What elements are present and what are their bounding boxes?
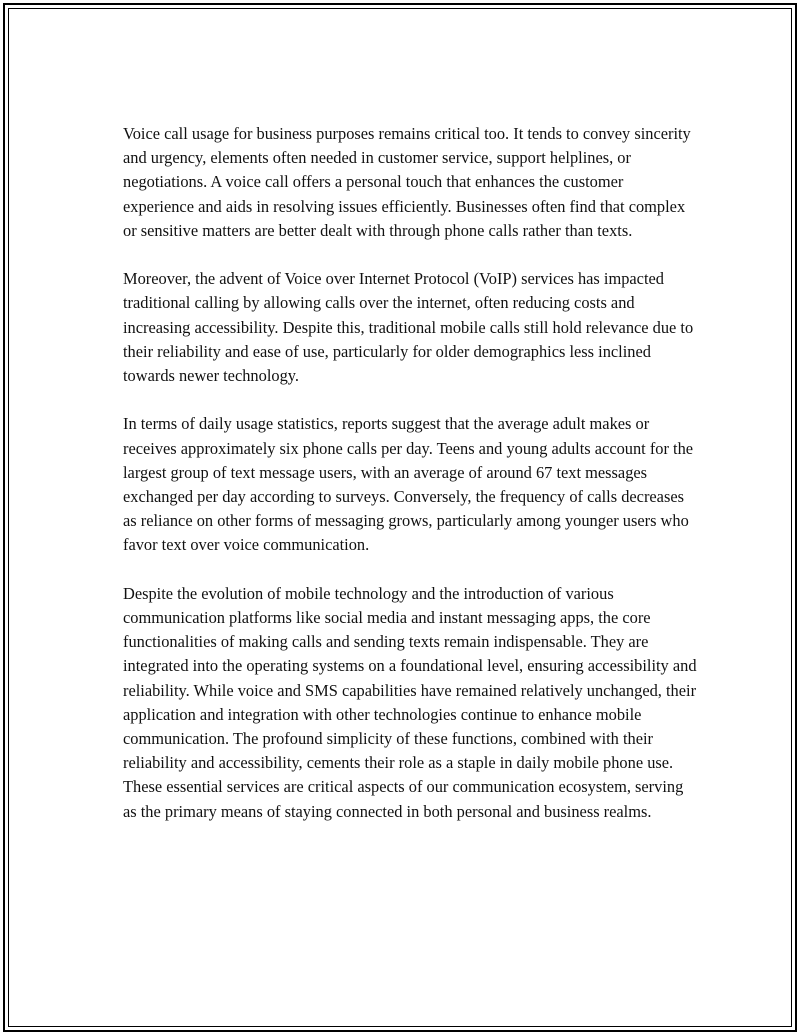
paragraph-business-voice-calls: Voice call usage for business purposes remains critical too. It tends to convey sincerity and urgency, elements often needed in customer service, support helplines, or negotiations. A voice call offers a personal touch that enhances the customer experience and aids in resolving issues efficiently. Businesses often find that complex or sensitive matters are better dealt with through phone calls rather than texts. [123, 124, 691, 240]
paragraph-voip-services: Moreover, the advent of Voice over Internet Protocol (VoIP) services has impacted traditional calling by allowing calls over the internet, often reducing costs and increasing accessibility. Despite this, traditional mobile calls still hold relevance due to their reliability and ease of use, particularly for older demographics less inclined towards newer technology. [123, 269, 694, 386]
document-body [123, 122, 698, 848]
paragraph-core-functionalities: Despite the evolution of mobile technology and the introduction of various communication platforms like social media and instant messaging apps, the core functionalities of making calls and sending texts remain indispensable. They are integrated into the operating systems on a foundational level, ensuring accessibility and reliability. While voice and SMS capabilities have remained relatively unchanged, their application and integration with other technologies continue to enhance mobile communication. The profound simplicity of these functions, combined with their reliability and accessibility, cements their role as a staple in daily mobile phone use. These essential services are critical aspects of our communication ecosystem, serving as the primary means of staying connected in both personal and business realms. [123, 583, 697, 821]
paragraph-daily-usage-statistics: In terms of daily usage statistics, reports suggest that the average adult makes or receives approximately six phone calls per day. Teens and young adults account for the largest group of text message users, with an average of around 67 text messages exchanged per day according to surveys. Conversely, the frequency of calls decreases as reliance on other forms of messaging grows, particularly among younger users who favor text over voice communication. [123, 414, 694, 555]
page-border [3, 3, 797, 1032]
